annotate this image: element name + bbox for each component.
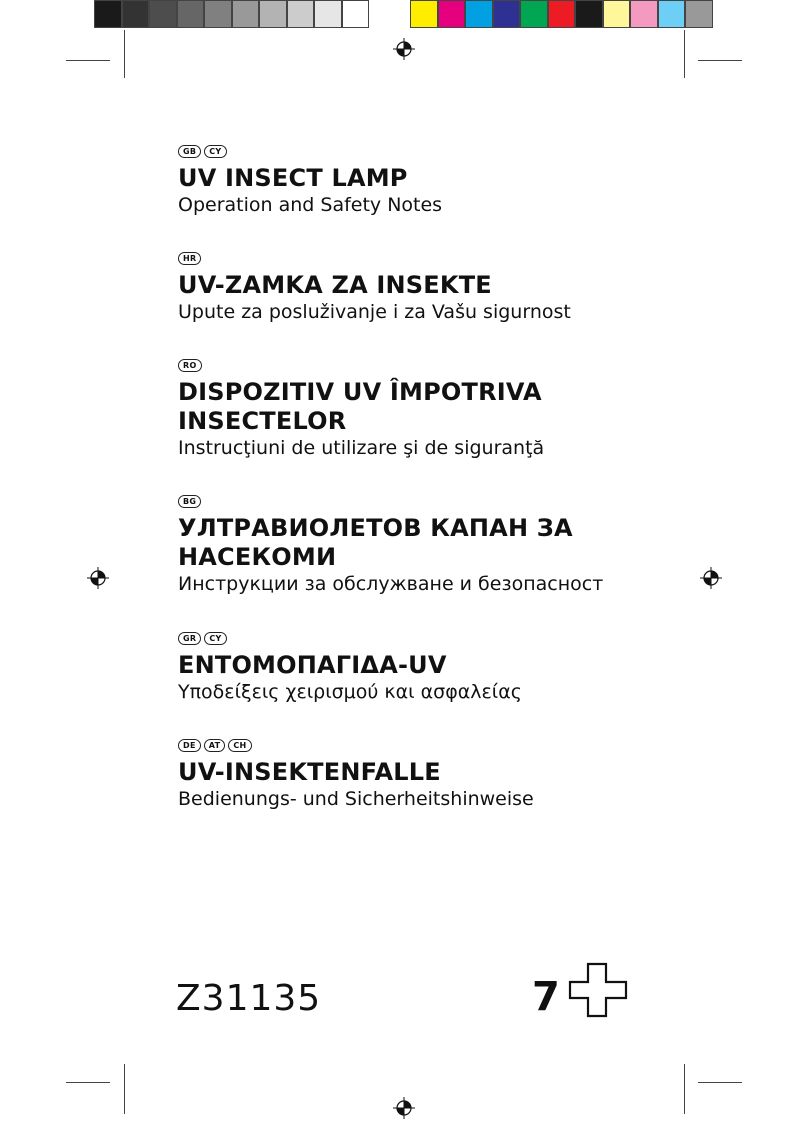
registration-mark-icon	[393, 38, 415, 60]
language-code-badge: BG	[178, 495, 201, 508]
language-codes	[178, 249, 571, 267]
color-swatch	[94, 0, 122, 28]
language-code-badge: CY	[204, 145, 226, 158]
color-swatch	[603, 0, 631, 28]
language-code-badge: GB	[178, 145, 201, 158]
product-title: ΕΝΤΟΜΟΠΑΓΙΔΑ-UV	[178, 651, 447, 679]
color-swatch	[314, 0, 342, 28]
color-swatch	[630, 0, 658, 28]
color-swatch	[149, 0, 177, 28]
section-gr	[178, 629, 522, 704]
registration-mark-icon	[393, 1097, 415, 1119]
product-title: DISPOZITIV UV ÎMPOTRIVA INSECTELOR	[178, 378, 542, 435]
language-code-badge: CH	[228, 739, 251, 752]
color-swatch	[232, 0, 260, 28]
color-swatch	[575, 0, 603, 28]
color-swatch	[342, 0, 370, 28]
grayscale-color-bar	[94, 0, 369, 30]
crop-mark	[66, 60, 110, 61]
product-subtitle: Operation and Safety Notes	[178, 194, 443, 216]
language-code-badge: RO	[178, 359, 202, 372]
crop-mark	[66, 1082, 110, 1083]
product-title: UV-ZAMKA ZA INSEKTE	[178, 271, 492, 299]
section-de	[178, 736, 534, 811]
language-code-badge: CY	[204, 632, 226, 645]
color-swatch	[465, 0, 493, 28]
color-swatch	[658, 0, 686, 28]
cmyk-color-bar	[410, 0, 713, 30]
language-codes	[178, 736, 534, 754]
color-swatch	[438, 0, 466, 28]
color-swatch	[122, 0, 150, 28]
color-swatch	[287, 0, 315, 28]
swiss-cross-icon	[568, 962, 630, 1020]
color-swatch	[548, 0, 576, 28]
color-swatch	[410, 0, 438, 28]
language-code-badge: AT	[204, 739, 226, 752]
language-code-badge: DE	[178, 739, 201, 752]
crop-mark	[698, 60, 742, 61]
crop-mark	[684, 30, 685, 78]
crop-mark	[124, 30, 125, 78]
section-bg	[178, 492, 608, 596]
product-subtitle: Bedienungs- und Sicherheitshinweise	[178, 788, 534, 810]
crop-mark	[684, 1064, 685, 1114]
product-title: UV-INSEKTENFALLE	[178, 758, 441, 786]
section-hr	[178, 249, 571, 324]
language-code-badge: GR	[178, 632, 201, 645]
model-number: Z31135	[176, 978, 322, 1019]
product-subtitle: Upute za posluživanje i za Vašu sigurnost	[178, 301, 571, 323]
color-swatch	[493, 0, 521, 28]
color-swatch	[685, 0, 713, 28]
registration-mark-icon	[700, 567, 722, 589]
product-subtitle: Инструкции за обслужване и безопасност	[178, 573, 604, 595]
section-gb	[178, 142, 442, 217]
product-subtitle: Υποδείξεις χειρισμού και ασφαλείας	[178, 681, 522, 703]
color-swatch	[259, 0, 287, 28]
section-ro	[178, 356, 598, 460]
language-codes	[178, 356, 598, 374]
crop-mark	[124, 1064, 125, 1114]
color-swatch	[204, 0, 232, 28]
language-code-badge: HR	[178, 252, 201, 265]
product-subtitle: Instrucţiuni de utilizare şi de siguranţă	[178, 437, 545, 459]
product-title: UV INSECT LAMP	[178, 164, 408, 192]
registration-mark-icon	[87, 567, 109, 589]
language-codes	[178, 629, 522, 647]
product-title: УЛТРАВИОЛЕТОВ КАПАН ЗА НАСЕКОМИ	[178, 514, 573, 571]
color-swatch	[177, 0, 205, 28]
color-swatch	[520, 0, 548, 28]
crop-mark	[698, 1082, 742, 1083]
language-codes	[178, 142, 442, 160]
page-number: 7	[532, 974, 560, 1020]
language-codes	[178, 492, 608, 510]
